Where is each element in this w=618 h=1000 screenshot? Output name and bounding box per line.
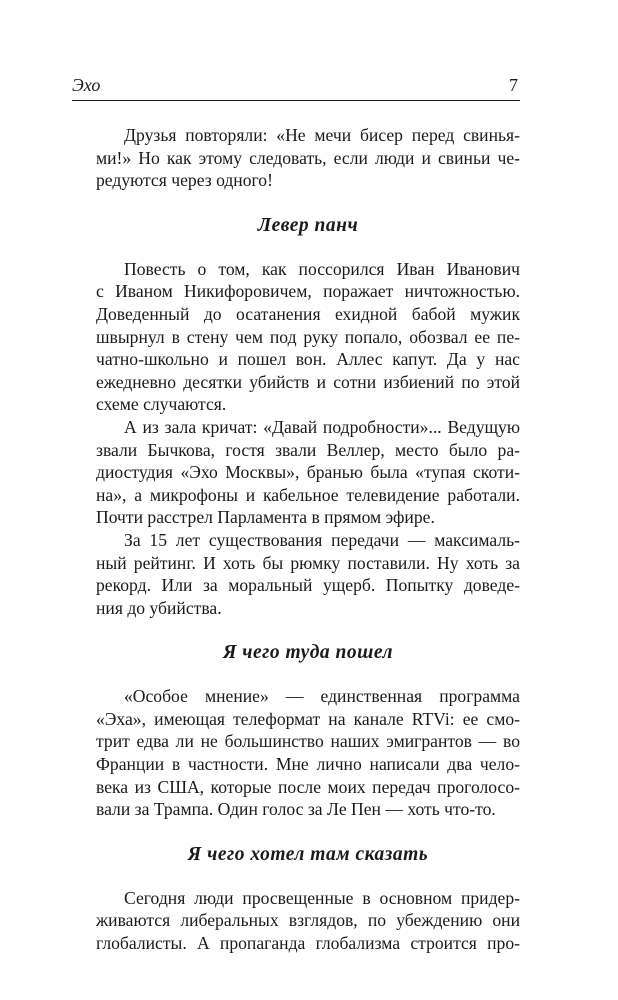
running-head: Эхо (72, 75, 101, 95)
section-heading: Левер панч (257, 214, 359, 236)
page-header (72, 74, 520, 102)
text-line: За 15 лет существования передачи — максималь- (124, 529, 520, 550)
text-line: редуются через одного! (96, 170, 273, 191)
text-line: Франции в частности. Мне лично написали два чело- (96, 754, 520, 775)
text-line: Повесть о том, как поссорился Иван Иванович (124, 258, 520, 279)
text-line: трит едва ли не большинство наших эмигрантов — во (96, 731, 520, 752)
text-line: диостудия «Эхо Москвы», бранью была «тупая скоти- (96, 462, 520, 483)
text-line: Сегодня люди просвещенные в основном придер- (124, 887, 520, 908)
text-line: ежедневно десятки убийств и сотни избиений по этой (96, 371, 520, 392)
text-line: глобалисты. А пропаганда глобализма строится про- (96, 933, 520, 954)
section-heading: Я чего туда пошел (222, 642, 394, 664)
page-body (96, 124, 520, 955)
section-heading: Я чего хотел там сказать (187, 843, 429, 865)
text-line: «Эха», имеющая телеформат на канале RTVi: ее смо- (96, 708, 520, 729)
text-line: швырнул в стену чем под руку попало, обозвал ее пе- (96, 326, 520, 347)
text-line: Доведенный до осатанения ехидной бабой мужик (96, 303, 520, 324)
text-line: звали Бычкова, гостя звали Веллер, место было ра- (96, 439, 520, 460)
section-paragraphs (96, 887, 520, 955)
page-number: 7 (509, 75, 518, 95)
text-line: Почти расстрел Парламента в прямом эфире. (96, 507, 435, 528)
text-line: ния до убийства. (96, 597, 222, 618)
text-line: ми!» Но как этому следовать, если люди и свиньи че- (96, 147, 520, 168)
header-rule (72, 100, 520, 101)
section-paragraphs (96, 258, 520, 620)
opening-paragraph (96, 124, 520, 192)
text-line: рекорд. Или за моральный ущерб. Попытку доведе- (96, 575, 520, 596)
text-line: ный рейтинг. И хоть бы рюмку поставили. Ну хоть за (96, 552, 520, 573)
section-paragraphs (96, 685, 520, 821)
text-line: «Особое мнение» — единственная программа (124, 686, 520, 707)
text-line: Друзья повторяли: «Не мечи бисер перед свинья- (124, 125, 520, 145)
text-line: чатно-школьно и пошел вон. Аллес капут. Да у нас (96, 349, 520, 370)
text-line: А из зала кричат: «Давай подробности»... Ведущую (124, 416, 520, 437)
text-line: вали за Трампа. Один голос за Ле Пен — хоть что-то. (96, 799, 496, 820)
text-line: века из США, которые после моих передач проголосо- (96, 776, 520, 797)
text-line: схеме случаются. (96, 394, 227, 415)
text-line: живаются либеральных взглядов, по убеждению они (96, 910, 520, 931)
text-line: с Иваном Никифоровичем, поражает ничтожностью. (96, 281, 520, 302)
text-line: на», а микрофоны и кабельное телевидение работали. (96, 484, 520, 505)
